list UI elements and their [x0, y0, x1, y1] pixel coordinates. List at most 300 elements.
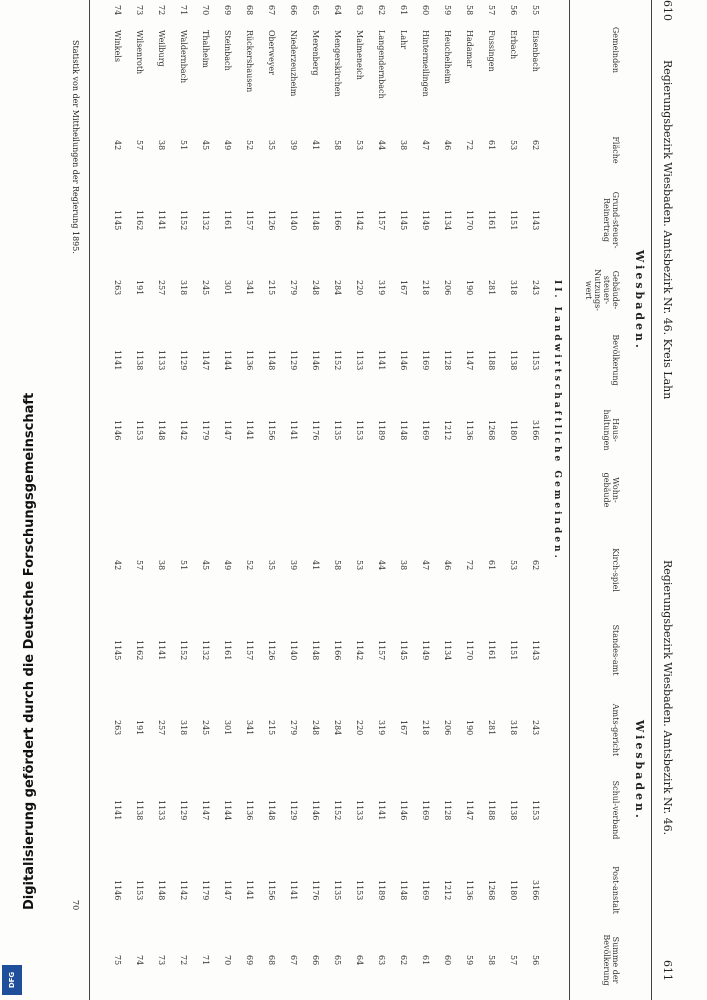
right-page-number: 611 [661, 960, 674, 981]
column-header: Schul-verband [611, 780, 620, 840]
table-cell: 67 [289, 955, 298, 966]
page-header [652, 0, 674, 1000]
table-cell: 1132 [201, 640, 210, 661]
table-cell: 1128 [443, 800, 452, 821]
table-cell: 68 [245, 5, 254, 16]
table-cell: 1129 [289, 350, 298, 371]
table-cell: 1189 [377, 420, 386, 441]
table-cell: 1180 [509, 880, 518, 901]
table-cell: 319 [377, 720, 386, 736]
table-cell: 1162 [135, 640, 144, 661]
table-cell: 279 [289, 720, 298, 736]
table-cell: 341 [245, 280, 254, 296]
table-cell: 1148 [399, 420, 408, 441]
table-cell: 1142 [179, 880, 188, 901]
table-cell: 1145 [399, 640, 408, 661]
table-cell: 66 [311, 955, 320, 966]
table-cell: Weilburg [157, 30, 166, 67]
table-cell: 1141 [113, 800, 122, 821]
table-cell: 279 [289, 280, 298, 296]
table-cell: 243 [531, 280, 540, 296]
table-cell: 1141 [245, 880, 254, 901]
table-cell: 1152 [179, 640, 188, 661]
table-cell: 248 [311, 720, 320, 736]
table-row [134, 0, 144, 1000]
table-cell: 1268 [487, 880, 496, 901]
table-cell: 56 [509, 5, 518, 16]
table-cell: 1138 [135, 800, 144, 821]
table-cell: 243 [531, 720, 540, 736]
table-cell: Hadamar [465, 30, 474, 68]
table-cell: 1135 [333, 420, 342, 441]
table-cell: 301 [223, 720, 232, 736]
table-cell: Langendernbach [377, 30, 386, 99]
column-header: Summe der Bevölkerung [602, 934, 620, 986]
table-cell: 1147 [465, 800, 474, 821]
table-cell: 301 [223, 280, 232, 296]
table-cell: 39 [289, 560, 298, 571]
table-cell: 53 [355, 560, 364, 571]
column-header: Standes-amt [611, 624, 620, 676]
table-cell: 3166 [531, 420, 540, 441]
table-cell: 1126 [267, 210, 276, 231]
table-cell: Malmeneich [355, 30, 364, 80]
left-header: Regierungsbezirk Wiesbaden. Amtsbezirk Nr. 46. Kreis Lahn [661, 60, 674, 400]
right-header: Regierungsbezirk Wiesbaden. Amtsbezirk Nr. 46. [661, 560, 674, 836]
table-cell: 58 [465, 5, 474, 16]
table-cell: 284 [333, 280, 342, 296]
table-cell: 284 [333, 720, 342, 736]
table-cell: Steinbach [223, 30, 232, 71]
table-cell: 1136 [465, 420, 474, 441]
table-cell: 319 [377, 280, 386, 296]
table-cell: 1152 [179, 210, 188, 231]
table-cell: 1141 [245, 420, 254, 441]
table-cell: 53 [509, 140, 518, 151]
table-cell: 1141 [113, 350, 122, 371]
column-header-rule [569, 0, 570, 1000]
table-cell: 47 [421, 140, 430, 151]
table-cell: 1169 [421, 800, 430, 821]
table-cell: 341 [245, 720, 254, 736]
table-row [178, 0, 188, 1000]
table-cell: Winkels [113, 30, 122, 63]
table-cell: 62 [377, 5, 386, 16]
table-cell: 1148 [157, 880, 166, 901]
table-cell: Oberweyer [267, 30, 276, 75]
column-header: Gebäude-steuer-Nutzungs-wert [584, 269, 620, 311]
table-cell: 57 [135, 560, 144, 571]
table-cell: 68 [267, 955, 276, 966]
table-cell: 215 [267, 280, 276, 296]
table-cell: 1161 [487, 210, 496, 231]
table-cell: 1157 [245, 210, 254, 231]
dfg-logo [2, 965, 22, 995]
table-cell: 1169 [421, 350, 430, 371]
table-cell: 1212 [443, 420, 452, 441]
table-cell: 65 [333, 955, 342, 966]
column-header: Fläche [611, 136, 620, 164]
table-cell: 1166 [333, 640, 342, 661]
table-cell: 62 [399, 955, 408, 966]
table-cell: 1145 [113, 210, 122, 231]
table-cell: 1147 [201, 800, 210, 821]
table-cell: 318 [509, 720, 518, 736]
table-cell: 281 [487, 280, 496, 296]
table-cell: 1142 [179, 420, 188, 441]
table-cell: 1156 [267, 880, 276, 901]
table-cell: 1128 [443, 350, 452, 371]
table-cell: Niederzeuzheim [289, 30, 298, 97]
table-cell: 1138 [509, 800, 518, 821]
table-cell: 1134 [443, 210, 452, 231]
table-cell: 1149 [421, 640, 430, 661]
table-cell: 1133 [157, 800, 166, 821]
table-cell: 1146 [311, 350, 320, 371]
header-rule [651, 0, 652, 1000]
table-cell: 1169 [421, 880, 430, 901]
table-cell: 1157 [377, 640, 386, 661]
table-row [354, 0, 364, 1000]
table-cell: 1153 [531, 350, 540, 371]
table-cell: 44 [377, 140, 386, 151]
table-cell: 73 [135, 5, 144, 16]
table-cell: 73 [157, 955, 166, 966]
table-cell: 1147 [465, 350, 474, 371]
table-row [222, 0, 232, 1000]
table-cell: 63 [355, 5, 364, 16]
table-cell: 38 [399, 140, 408, 151]
table-cell: 55 [531, 5, 540, 16]
table-cell: 1146 [113, 420, 122, 441]
table-cell: 1162 [135, 210, 144, 231]
table-cell: Wilsenroth [135, 30, 144, 75]
table-cell: 71 [179, 5, 188, 16]
table-cell: 1141 [289, 420, 298, 441]
table-cell: 215 [267, 720, 276, 736]
table-cell: 1134 [443, 640, 452, 661]
table-cell: 35 [267, 140, 276, 151]
table-cell: 1151 [509, 210, 518, 231]
table-cell: 245 [201, 280, 210, 296]
table-cell: 74 [135, 955, 144, 966]
table-cell: 1149 [421, 210, 430, 231]
table-cell: 67 [267, 5, 276, 16]
table-row [398, 0, 408, 1000]
table-cell: 248 [311, 280, 320, 296]
table-cell: 52 [245, 140, 254, 151]
table-cell: Rückershausen [245, 30, 254, 93]
column-header: Bevölkerung [611, 334, 620, 386]
table-row [266, 0, 276, 1000]
table-cell: 1146 [399, 800, 408, 821]
table-cell: 191 [135, 280, 144, 296]
table-cell: 1141 [157, 640, 166, 661]
table-cell: 58 [487, 955, 496, 966]
table-cell: 1157 [377, 210, 386, 231]
table-cell: 218 [421, 720, 430, 736]
table-cell: 61 [399, 5, 408, 16]
table-cell: 1179 [201, 420, 210, 441]
table-cell: 60 [443, 955, 452, 966]
table-cell: 3166 [531, 880, 540, 901]
table-cell: 45 [201, 560, 210, 571]
table-cell: 1147 [201, 350, 210, 371]
table-row [156, 0, 166, 1000]
table-cell: 62 [531, 140, 540, 151]
dfg-logo-text: DFG [8, 971, 16, 989]
table-cell: 1136 [465, 880, 474, 901]
table-cell: Eisenbach [531, 30, 540, 72]
table-cell: 1148 [267, 800, 276, 821]
table-cell: 1141 [289, 880, 298, 901]
table-cell: 1143 [531, 640, 540, 661]
table-cell: 41 [311, 560, 320, 571]
table-cell: 220 [355, 280, 364, 296]
table-cell: 1176 [311, 420, 320, 441]
table-cell: 1148 [267, 350, 276, 371]
table-cell: 62 [531, 560, 540, 571]
table-cell: 57 [509, 955, 518, 966]
table-cell: 1152 [333, 800, 342, 821]
table-cell: 51 [179, 560, 188, 571]
table-cell: Merenberg [311, 30, 320, 76]
table-cell: 1148 [311, 640, 320, 661]
table-cell: Erbach [509, 30, 518, 60]
table-cell: 1141 [157, 210, 166, 231]
table-row [244, 0, 254, 1000]
table-cell: 1141 [377, 800, 386, 821]
table-cell: Fussingen [487, 30, 496, 72]
table-cell: 49 [223, 140, 232, 151]
table-cell: 72 [465, 560, 474, 571]
table-cell: Thalheim [201, 30, 210, 68]
table-cell: 1143 [531, 210, 540, 231]
table-cell: 167 [399, 720, 408, 736]
table-row [332, 0, 342, 1000]
table-cell: 1153 [135, 420, 144, 441]
table-cell: 1140 [289, 640, 298, 661]
table-row [486, 0, 496, 1000]
table-cell: 66 [289, 5, 298, 16]
right-section-title: Wiesbaden. [633, 720, 646, 821]
table-cell: 263 [113, 720, 122, 736]
table-cell: 69 [245, 955, 254, 966]
column-header: Gemeinden [611, 26, 620, 74]
table-cell: 1153 [135, 880, 144, 901]
table-cell: 1156 [267, 420, 276, 441]
table-cell: 1176 [311, 880, 320, 901]
table-cell: 1153 [531, 800, 540, 821]
bottom-page-number: 70 [71, 900, 80, 911]
table-row [530, 0, 540, 1000]
table-cell: 1268 [487, 420, 496, 441]
table-cell: 1188 [487, 350, 496, 371]
table-cell: 1136 [245, 350, 254, 371]
column-header: Wohn-gebäude [602, 472, 620, 508]
rotated-table-page [30, 0, 680, 1000]
table-cell: 1145 [113, 640, 122, 661]
table-cell: 1151 [509, 640, 518, 661]
table-cell: Mengerskirchen [333, 30, 342, 97]
table-cell: 70 [223, 955, 232, 966]
table-cell: 57 [135, 140, 144, 151]
left-section-title: Wiesbaden. [633, 250, 646, 351]
table-cell: 1136 [245, 800, 254, 821]
table-cell: Lahr [399, 30, 408, 50]
table-cell: 1169 [421, 420, 430, 441]
table-cell: 263 [113, 280, 122, 296]
table-cell: 245 [201, 720, 210, 736]
table-cell: 69 [223, 5, 232, 16]
column-header: Post-anstalt [611, 866, 620, 914]
table-cell: 53 [355, 140, 364, 151]
table-row [464, 0, 474, 1000]
table-cell: 1212 [443, 880, 452, 901]
table-cell: 1148 [399, 880, 408, 901]
table-cell: 1161 [487, 640, 496, 661]
table-cell: 257 [157, 720, 166, 736]
table-cell: 38 [157, 140, 166, 151]
left-page-number: 610 [661, 0, 674, 21]
table-cell: 1161 [223, 210, 232, 231]
table-cell: 1147 [223, 420, 232, 441]
table-cell: 190 [465, 280, 474, 296]
table-row [376, 0, 386, 1000]
table-cell: 1170 [465, 640, 474, 661]
table-cell: 318 [179, 720, 188, 736]
table-cell: 39 [289, 140, 298, 151]
table-cell: 257 [157, 280, 166, 296]
table-cell: 59 [443, 5, 452, 16]
table-cell: 1148 [311, 210, 320, 231]
table-cell: 1138 [509, 350, 518, 371]
table-cell: 52 [245, 560, 254, 571]
table-row [288, 0, 298, 1000]
table-row [442, 0, 452, 1000]
column-header: Haus-haltungen [602, 409, 620, 451]
table-cell: 38 [399, 560, 408, 571]
table-cell: 64 [355, 955, 364, 966]
table-cell: Heuchelheim [443, 30, 452, 84]
table-row [508, 0, 518, 1000]
table-cell: 61 [421, 955, 430, 966]
digitization-caption: Digitalisierung gefördert durch die Deutsche Forschungsgemeinschaft [22, 392, 37, 910]
table-cell: 1189 [377, 880, 386, 901]
table-cell: 1133 [355, 800, 364, 821]
table-cell: 72 [465, 140, 474, 151]
table-cell: 206 [443, 720, 452, 736]
footnote: Statistik von der Mittheilungen der Regierung 1895. [71, 40, 80, 254]
table-row [310, 0, 320, 1000]
table-cell: 1170 [465, 210, 474, 231]
table-cell: 1152 [333, 350, 342, 371]
table-cell: Hintermeilingen [421, 30, 430, 97]
table-cell: 75 [113, 955, 122, 966]
table-cell: 318 [179, 280, 188, 296]
table-cell: 1180 [509, 420, 518, 441]
table-cell: 53 [509, 560, 518, 571]
table-cell: 47 [421, 560, 430, 571]
table-cell: 64 [333, 5, 342, 16]
table-row [200, 0, 210, 1000]
table-cell: 63 [377, 955, 386, 966]
table-cell: 1157 [245, 640, 254, 661]
table-row [420, 0, 430, 1000]
table-cell: 38 [157, 560, 166, 571]
table-cell: 51 [179, 140, 188, 151]
table-cell: 190 [465, 720, 474, 736]
table-cell: 167 [399, 280, 408, 296]
table-cell: 1146 [311, 800, 320, 821]
table-cell: 1142 [355, 210, 364, 231]
table-cell: 74 [113, 5, 122, 16]
table-cell: 1144 [223, 350, 232, 371]
table-cell: 218 [421, 280, 430, 296]
table-cell: 1153 [355, 880, 364, 901]
table-cell: 49 [223, 560, 232, 571]
table-cell: 1129 [179, 800, 188, 821]
table-cell: 46 [443, 140, 452, 151]
table-cell: 1140 [289, 210, 298, 231]
table-cell: 1147 [223, 880, 232, 901]
table-cell: 70 [201, 5, 210, 16]
table-cell: 1129 [289, 800, 298, 821]
table-cell: 220 [355, 720, 364, 736]
table-cell: 191 [135, 720, 144, 736]
table-cell: 46 [443, 560, 452, 571]
table-cell: 1142 [355, 640, 364, 661]
table-cell: 35 [267, 560, 276, 571]
table-cell: 1146 [399, 350, 408, 371]
sub-section-title: II. Landwirtschaftliche Gemeinden. [552, 280, 562, 561]
table-cell: 1179 [201, 880, 210, 901]
table-cell: 59 [465, 955, 474, 966]
footer-rule [89, 0, 90, 1000]
table-cell: 60 [421, 5, 430, 16]
table-cell: 318 [509, 280, 518, 296]
table-cell: 41 [311, 140, 320, 151]
table-cell: 1126 [267, 640, 276, 661]
table-row [112, 0, 122, 1000]
table-cell: 65 [311, 5, 320, 16]
table-cell: 1129 [179, 350, 188, 371]
table-cell: 1133 [355, 350, 364, 371]
table-cell: 1144 [223, 800, 232, 821]
table-cell: 58 [333, 140, 342, 151]
table-cell: 1145 [399, 210, 408, 231]
table-cell: 58 [333, 560, 342, 571]
table-cell: 42 [113, 140, 122, 151]
table-cell: 56 [531, 955, 540, 966]
table-cell: 1188 [487, 800, 496, 821]
table-cell: 71 [201, 955, 210, 966]
table-cell: 57 [487, 5, 496, 16]
table-cell: 45 [201, 140, 210, 151]
table-cell: 1148 [157, 420, 166, 441]
column-header: Amts-gericht [611, 703, 620, 757]
table-cell: 61 [487, 560, 496, 571]
table-cell: 72 [157, 5, 166, 16]
digitization-credit [4, 300, 37, 910]
table-cell: 72 [179, 955, 188, 966]
table-cell: 1146 [113, 880, 122, 901]
table-cell: 1166 [333, 210, 342, 231]
table-cell: 281 [487, 720, 496, 736]
table-cell: 61 [487, 140, 496, 151]
table-cell: 206 [443, 280, 452, 296]
table-cell: 1133 [157, 350, 166, 371]
